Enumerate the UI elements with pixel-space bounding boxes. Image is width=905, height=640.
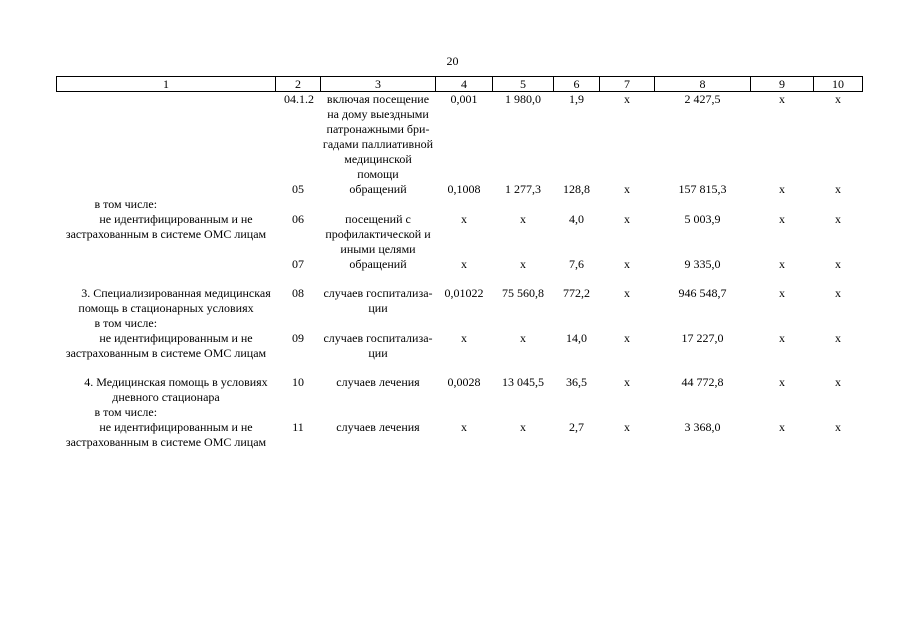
data-table xyxy=(56,76,863,450)
row-code: 11 xyxy=(292,420,304,434)
cell-c10: х xyxy=(835,182,841,196)
table-row xyxy=(57,92,863,183)
row-code: 07 xyxy=(292,257,304,271)
cell-c7: х xyxy=(624,420,630,434)
cell-c4: 0,1008 xyxy=(447,182,481,196)
cell-c8: 17 227,0 xyxy=(681,331,724,345)
row-code: 04.1.2 xyxy=(284,92,314,106)
cell-c10: х xyxy=(835,212,841,226)
cell-c9: х xyxy=(779,331,785,345)
cell-c6: 7,6 xyxy=(569,257,584,271)
col-header: 10 xyxy=(814,77,863,92)
col-header: 1 xyxy=(57,77,276,92)
cell-c7: х xyxy=(624,257,630,271)
cell-c4: 0,001 xyxy=(450,92,478,106)
cell-c8: 946 548,7 xyxy=(678,286,727,300)
row-name: 3. Специализированная медицинская помощь в стационарных условиях xyxy=(78,286,271,315)
cell-c4: х xyxy=(461,331,467,345)
row-code: 08 xyxy=(292,286,304,300)
table-row xyxy=(57,182,863,197)
col-header: 2 xyxy=(276,77,321,92)
cell-c8: 3 368,0 xyxy=(684,420,721,434)
row-name-cell xyxy=(57,420,276,450)
row-code: 09 xyxy=(292,331,304,345)
cell-c10: х xyxy=(835,331,841,345)
cell-c10: х xyxy=(835,257,841,271)
cell-c9: х xyxy=(779,286,785,300)
cell-c9: х xyxy=(779,257,785,271)
cell-c5: 75 560,8 xyxy=(502,286,544,300)
col-header: 9 xyxy=(751,77,814,92)
table-row xyxy=(57,257,863,272)
cell-c4: х xyxy=(461,420,467,434)
table-row xyxy=(57,375,863,420)
row-name-cell xyxy=(57,331,276,361)
row-unit: случаев госпитализации xyxy=(323,331,433,360)
row-unit: случаев госпитализации xyxy=(323,286,433,315)
row-name: не идентифицированным и не застрахованным в системе ОМС лицам xyxy=(65,212,267,241)
cell-c5: х xyxy=(520,212,526,226)
cell-c5: х xyxy=(520,331,526,345)
cell-c6: 1,9 xyxy=(569,92,584,106)
cell-c8: 44 772,8 xyxy=(681,375,724,389)
cell-c4: х xyxy=(461,257,467,271)
row-code: 05 xyxy=(292,182,304,196)
row-name xyxy=(57,257,276,272)
cell-c5: 1 277,3 xyxy=(505,182,541,196)
cell-c6: 2,7 xyxy=(569,420,584,434)
row-name: не идентифицированным и не застрахованным в системе ОМС лицам xyxy=(65,331,267,360)
cell-c8: 2 427,5 xyxy=(684,92,721,106)
cell-c7: х xyxy=(624,375,630,389)
cell-c6: 36,5 xyxy=(566,375,587,389)
row-code: 06 xyxy=(292,212,304,226)
cell-c9: х xyxy=(779,212,785,226)
col-header: 4 xyxy=(436,77,493,92)
row-unit: обращений xyxy=(349,182,407,196)
cell-c7: х xyxy=(624,331,630,345)
row-name-cell xyxy=(57,286,276,331)
row-spacer xyxy=(57,272,863,286)
cell-c10: х xyxy=(835,420,841,434)
row-name: не идентифицированным и не застрахованным в системе ОМС лицам xyxy=(65,420,267,449)
row-unit: случаев лечения xyxy=(336,375,420,389)
col-header: 6 xyxy=(554,77,600,92)
cell-c6: 128,8 xyxy=(563,182,590,196)
cell-c4: 0,01022 xyxy=(444,286,484,300)
row-name xyxy=(57,92,276,183)
row-unit: обращений xyxy=(349,257,407,271)
cell-c9: х xyxy=(779,375,785,389)
row-name-cell xyxy=(57,197,276,257)
row-name-cell xyxy=(57,375,276,420)
cell-c7: х xyxy=(624,182,630,196)
row-name xyxy=(57,182,276,197)
page-number: 20 xyxy=(446,54,459,68)
cell-c9: х xyxy=(779,92,785,106)
row-unit: случаев лечения xyxy=(336,420,420,434)
table-header-row xyxy=(57,77,863,92)
cell-c6: 14,0 xyxy=(566,331,587,345)
spacer-cell xyxy=(57,361,863,375)
col-header: 3 xyxy=(321,77,436,92)
spacer-cell xyxy=(57,272,863,286)
cell-c5: 1 980,0 xyxy=(505,92,541,106)
col-header: 5 xyxy=(493,77,554,92)
cell-c5: 13 045,5 xyxy=(502,375,544,389)
table-row xyxy=(57,286,863,331)
col-header: 8 xyxy=(655,77,751,92)
cell-c4: х xyxy=(461,212,467,226)
row-code: 10 xyxy=(292,375,304,389)
row-unit: посещений с профилактической и иными целями xyxy=(325,212,431,256)
cell-c5: х xyxy=(520,420,526,434)
cell-c9: х xyxy=(779,420,785,434)
col-header: 7 xyxy=(600,77,655,92)
table-row xyxy=(57,420,863,450)
cell-c7: х xyxy=(624,212,630,226)
row-subheading: в том числе: xyxy=(94,197,158,211)
table-row xyxy=(57,331,863,361)
row-unit: включая посещение на дому выездными патронажными бригадами паллиативной медицинской помощи xyxy=(322,92,434,181)
cell-c8: 5 003,9 xyxy=(684,212,721,226)
cell-c9: х xyxy=(779,182,785,196)
row-spacer xyxy=(57,361,863,375)
cell-c5: х xyxy=(520,257,526,271)
table-row xyxy=(57,197,863,257)
cell-c8: 9 335,0 xyxy=(684,257,721,271)
cell-c6: 772,2 xyxy=(563,286,590,300)
cell-c6: 4,0 xyxy=(569,212,584,226)
row-subheading: в том числе: xyxy=(94,405,158,419)
cell-c7: х xyxy=(624,92,630,106)
cell-c10: х xyxy=(835,286,841,300)
cell-c7: х xyxy=(624,286,630,300)
row-subheading: в том числе: xyxy=(94,316,158,330)
cell-c10: х xyxy=(835,375,841,389)
cell-c8: 157 815,3 xyxy=(678,182,727,196)
row-name: 4. Медицинская помощь в условиях дневного стационара xyxy=(84,375,268,404)
cell-c4: 0,0028 xyxy=(447,375,481,389)
cell-c10: х xyxy=(835,92,841,106)
